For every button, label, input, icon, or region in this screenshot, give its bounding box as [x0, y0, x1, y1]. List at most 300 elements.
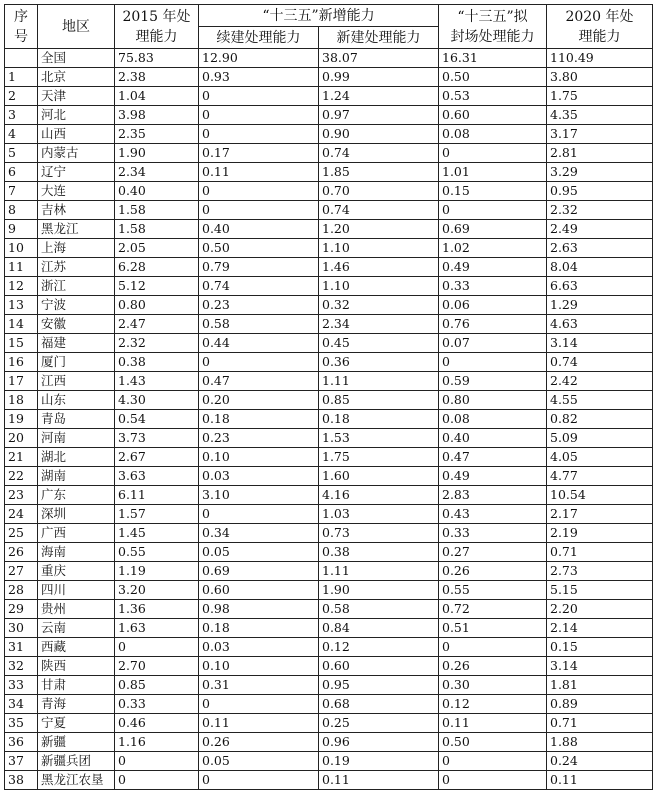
region-cell: 新疆兵团 [38, 752, 115, 771]
closure-capacity-cell: 0.07 [439, 334, 547, 353]
capacity-2015-cell: 1.90 [115, 144, 199, 163]
closure-capacity-cell: 0.50 [439, 733, 547, 752]
region-cell: 内蒙古 [38, 144, 115, 163]
region-cell: 广东 [38, 486, 115, 505]
new-build-cell: 0.85 [319, 391, 439, 410]
capacity-2020-cell: 2.32 [547, 201, 653, 220]
continue-build-cell: 12.90 [199, 49, 319, 68]
continue-build-cell: 0.18 [199, 619, 319, 638]
continue-build-cell: 0.98 [199, 600, 319, 619]
closure-capacity-cell: 0.50 [439, 68, 547, 87]
closure-capacity-cell: 2.83 [439, 486, 547, 505]
capacity-2020-cell: 2.19 [547, 524, 653, 543]
new-build-cell: 1.20 [319, 220, 439, 239]
capacity-2015-cell: 0.54 [115, 410, 199, 429]
table-row [5, 657, 653, 676]
table-row [5, 220, 653, 239]
capacity-2015-cell: 2.67 [115, 448, 199, 467]
new-build-cell: 0.68 [319, 695, 439, 714]
region-cell: 大连 [38, 182, 115, 201]
capacity-2015-cell: 6.28 [115, 258, 199, 277]
closure-capacity-cell: 0.47 [439, 448, 547, 467]
row-index-cell: 12 [5, 277, 38, 296]
region-cell: 北京 [38, 68, 115, 87]
capacity-2020-cell: 8.04 [547, 258, 653, 277]
header-closure-line1: “十三五”拟 [457, 8, 528, 25]
row-index-cell: 26 [5, 543, 38, 562]
continue-build-cell: 0.47 [199, 372, 319, 391]
capacity-2020-cell: 3.14 [547, 334, 653, 353]
region-cell: 陕西 [38, 657, 115, 676]
capacity-2020-cell: 1.81 [547, 676, 653, 695]
continue-build-cell: 0.20 [199, 391, 319, 410]
closure-capacity-cell: 0 [439, 201, 547, 220]
table-body [5, 49, 653, 790]
closure-capacity-cell: 1.02 [439, 239, 547, 258]
capacity-2020-cell: 2.73 [547, 562, 653, 581]
closure-capacity-cell: 0 [439, 638, 547, 657]
capacity-2015-cell: 0 [115, 638, 199, 657]
row-index-cell: 24 [5, 505, 38, 524]
table-row [5, 410, 653, 429]
header-closure-line2: 封场处理能力 [450, 28, 535, 45]
table-row [5, 619, 653, 638]
capacity-2015-cell: 6.11 [115, 486, 199, 505]
row-index-cell: 29 [5, 600, 38, 619]
closure-capacity-cell: 0.30 [439, 676, 547, 695]
row-index-cell: 2 [5, 87, 38, 106]
capacity-2020-cell: 5.09 [547, 429, 653, 448]
capacity-2015-cell: 2.47 [115, 315, 199, 334]
region-cell: 天津 [38, 87, 115, 106]
new-build-cell: 0.25 [319, 714, 439, 733]
capacity-2015-cell: 0 [115, 771, 199, 790]
region-cell: 黑龙江农垦 [38, 771, 115, 790]
closure-capacity-cell: 1.01 [439, 163, 547, 182]
row-index-cell: 25 [5, 524, 38, 543]
closure-capacity-cell: 0.26 [439, 562, 547, 581]
row-index-cell: 10 [5, 239, 38, 258]
new-build-cell: 4.16 [319, 486, 439, 505]
capacity-2020-cell: 0.82 [547, 410, 653, 429]
continue-build-cell: 0 [199, 182, 319, 201]
capacity-2020-cell: 3.29 [547, 163, 653, 182]
table-row [5, 695, 653, 714]
new-build-cell: 0.74 [319, 201, 439, 220]
continue-build-cell: 3.10 [199, 486, 319, 505]
capacity-2020-cell: 2.42 [547, 372, 653, 391]
table-row [5, 201, 653, 220]
row-index-cell: 1 [5, 68, 38, 87]
closure-capacity-cell: 0.49 [439, 467, 547, 486]
capacity-2015-cell: 0 [115, 752, 199, 771]
row-index-cell: 9 [5, 220, 38, 239]
closure-capacity-cell: 0.76 [439, 315, 547, 334]
table-row [5, 638, 653, 657]
header-capacity-2015-line2: 理能力 [135, 28, 178, 45]
closure-capacity-cell: 16.31 [439, 49, 547, 68]
capacity-2020-cell: 4.55 [547, 391, 653, 410]
capacity-2015-cell: 0.33 [115, 695, 199, 714]
table-row [5, 353, 653, 372]
continue-build-cell: 0 [199, 125, 319, 144]
closure-capacity-cell: 0.60 [439, 106, 547, 125]
header-index [5, 5, 38, 49]
capacity-2015-cell: 1.19 [115, 562, 199, 581]
new-build-cell: 0.58 [319, 600, 439, 619]
row-index-cell: 32 [5, 657, 38, 676]
continue-build-cell: 0.79 [199, 258, 319, 277]
continue-build-cell: 0.23 [199, 296, 319, 315]
closure-capacity-cell: 0 [439, 752, 547, 771]
region-cell: 福建 [38, 334, 115, 353]
closure-capacity-cell: 0.53 [439, 87, 547, 106]
capacity-2020-cell: 5.15 [547, 581, 653, 600]
region-cell: 河北 [38, 106, 115, 125]
continue-build-cell: 0 [199, 505, 319, 524]
capacity-2020-cell: 2.81 [547, 144, 653, 163]
capacity-2015-cell: 2.05 [115, 239, 199, 258]
capacity-2020-cell: 6.63 [547, 277, 653, 296]
closure-capacity-cell: 0.33 [439, 277, 547, 296]
header-continue-build: 续建处理能力 [199, 27, 319, 49]
capacity-2015-cell: 0.80 [115, 296, 199, 315]
region-cell: 江苏 [38, 258, 115, 277]
capacity-2020-cell: 4.05 [547, 448, 653, 467]
capacity-2020-cell: 2.63 [547, 239, 653, 258]
capacity-2015-cell: 4.30 [115, 391, 199, 410]
new-build-cell: 0.97 [319, 106, 439, 125]
region-cell: 甘肃 [38, 676, 115, 695]
continue-build-cell: 0.60 [199, 581, 319, 600]
capacity-2015-cell: 1.04 [115, 87, 199, 106]
table-row [5, 163, 653, 182]
capacity-2020-cell: 3.14 [547, 657, 653, 676]
row-index-cell [5, 49, 38, 68]
capacity-2015-cell: 2.32 [115, 334, 199, 353]
continue-build-cell: 0 [199, 353, 319, 372]
capacity-2015-cell: 2.38 [115, 68, 199, 87]
new-build-cell: 1.60 [319, 467, 439, 486]
region-cell: 山东 [38, 391, 115, 410]
header-capacity-2020 [547, 5, 653, 49]
continue-build-cell: 0 [199, 771, 319, 790]
region-cell: 海南 [38, 543, 115, 562]
new-build-cell: 38.07 [319, 49, 439, 68]
new-build-cell: 0.45 [319, 334, 439, 353]
continue-build-cell: 0.58 [199, 315, 319, 334]
closure-capacity-cell: 0.80 [439, 391, 547, 410]
table-row [5, 87, 653, 106]
table-row [5, 239, 653, 258]
capacity-2020-cell: 3.80 [547, 68, 653, 87]
row-index-cell: 16 [5, 353, 38, 372]
capacity-2020-cell: 0.89 [547, 695, 653, 714]
continue-build-cell: 0.40 [199, 220, 319, 239]
table-row [5, 277, 653, 296]
region-cell: 贵州 [38, 600, 115, 619]
continue-build-cell: 0.05 [199, 752, 319, 771]
region-cell: 吉林 [38, 201, 115, 220]
capacity-2020-cell: 0.11 [547, 771, 653, 790]
new-build-cell: 0.12 [319, 638, 439, 657]
row-index-cell: 19 [5, 410, 38, 429]
closure-capacity-cell: 0.49 [439, 258, 547, 277]
row-index-cell: 14 [5, 315, 38, 334]
row-index-cell: 33 [5, 676, 38, 695]
header-closure-capacity [439, 5, 547, 49]
closure-capacity-cell: 0.72 [439, 600, 547, 619]
capacity-table [4, 4, 653, 790]
continue-build-cell: 0.17 [199, 144, 319, 163]
closure-capacity-cell: 0.12 [439, 695, 547, 714]
capacity-2015-cell: 5.12 [115, 277, 199, 296]
row-index-cell: 21 [5, 448, 38, 467]
table-row [5, 600, 653, 619]
closure-capacity-cell: 0 [439, 144, 547, 163]
header-new-capacity-13th: “十三五”新增能力 [199, 5, 439, 27]
continue-build-cell: 0.31 [199, 676, 319, 695]
new-build-cell: 0.18 [319, 410, 439, 429]
closure-capacity-cell: 0.43 [439, 505, 547, 524]
new-build-cell: 0.99 [319, 68, 439, 87]
new-build-cell: 0.60 [319, 657, 439, 676]
closure-capacity-cell: 0 [439, 353, 547, 372]
continue-build-cell: 0.23 [199, 429, 319, 448]
table-row [5, 144, 653, 163]
table-row [5, 505, 653, 524]
new-build-cell: 0.96 [319, 733, 439, 752]
new-build-cell: 1.90 [319, 581, 439, 600]
capacity-2020-cell: 2.17 [547, 505, 653, 524]
table-row [5, 486, 653, 505]
region-cell: 新疆 [38, 733, 115, 752]
row-index-cell: 17 [5, 372, 38, 391]
capacity-2015-cell: 0.46 [115, 714, 199, 733]
table-row [5, 448, 653, 467]
closure-capacity-cell: 0.06 [439, 296, 547, 315]
capacity-2020-cell: 0.71 [547, 543, 653, 562]
capacity-2015-cell: 2.70 [115, 657, 199, 676]
closure-capacity-cell: 0.40 [439, 429, 547, 448]
capacity-2020-cell: 3.17 [547, 125, 653, 144]
capacity-2020-cell: 2.14 [547, 619, 653, 638]
row-index-cell: 3 [5, 106, 38, 125]
new-build-cell: 1.53 [319, 429, 439, 448]
row-index-cell: 8 [5, 201, 38, 220]
table-row [5, 429, 653, 448]
new-build-cell: 1.46 [319, 258, 439, 277]
header-index-line2: 号 [14, 28, 28, 45]
header-capacity-2020-line2: 理能力 [578, 28, 621, 45]
new-build-cell: 0.11 [319, 771, 439, 790]
continue-build-cell: 0.10 [199, 657, 319, 676]
table-row [5, 581, 653, 600]
table-row [5, 372, 653, 391]
continue-build-cell: 0.93 [199, 68, 319, 87]
new-build-cell: 0.38 [319, 543, 439, 562]
region-cell: 江西 [38, 372, 115, 391]
closure-capacity-cell: 0.69 [439, 220, 547, 239]
table-row [5, 258, 653, 277]
header-index-line1: 序 [14, 8, 28, 25]
new-build-cell: 1.03 [319, 505, 439, 524]
row-index-cell: 6 [5, 163, 38, 182]
row-index-cell: 23 [5, 486, 38, 505]
capacity-2020-cell: 1.29 [547, 296, 653, 315]
table-row [5, 182, 653, 201]
region-cell: 上海 [38, 239, 115, 258]
new-build-cell: 1.10 [319, 277, 439, 296]
new-build-cell: 0.19 [319, 752, 439, 771]
region-cell: 西藏 [38, 638, 115, 657]
capacity-2015-cell: 1.63 [115, 619, 199, 638]
table-row [5, 106, 653, 125]
table-row [5, 296, 653, 315]
closure-capacity-cell: 0.33 [439, 524, 547, 543]
region-cell: 安徽 [38, 315, 115, 334]
new-build-cell: 0.73 [319, 524, 439, 543]
capacity-2020-cell: 4.63 [547, 315, 653, 334]
new-build-cell: 1.75 [319, 448, 439, 467]
capacity-2020-cell: 1.88 [547, 733, 653, 752]
continue-build-cell: 0.26 [199, 733, 319, 752]
continue-build-cell: 0.74 [199, 277, 319, 296]
table-row [5, 125, 653, 144]
capacity-2020-cell: 4.77 [547, 467, 653, 486]
region-cell: 青海 [38, 695, 115, 714]
header-capacity-2015-line1: 2015 年处 [122, 8, 191, 25]
capacity-2015-cell: 75.83 [115, 49, 199, 68]
region-cell: 宁波 [38, 296, 115, 315]
row-index-cell: 34 [5, 695, 38, 714]
region-cell: 黑龙江 [38, 220, 115, 239]
continue-build-cell: 0 [199, 695, 319, 714]
region-cell: 重庆 [38, 562, 115, 581]
new-build-cell: 0.95 [319, 676, 439, 695]
region-cell: 辽宁 [38, 163, 115, 182]
capacity-2015-cell: 2.34 [115, 163, 199, 182]
new-build-cell: 0.36 [319, 353, 439, 372]
table-row [5, 752, 653, 771]
row-index-cell: 36 [5, 733, 38, 752]
row-index-cell: 15 [5, 334, 38, 353]
table-row [5, 714, 653, 733]
header-region: 地区 [38, 5, 115, 49]
capacity-2020-cell: 0.71 [547, 714, 653, 733]
new-build-cell: 0.84 [319, 619, 439, 638]
continue-build-cell: 0.03 [199, 467, 319, 486]
capacity-2020-cell: 0.15 [547, 638, 653, 657]
table-row [5, 676, 653, 695]
header-capacity-2020-line1: 2020 年处 [565, 8, 634, 25]
new-build-cell: 0.74 [319, 144, 439, 163]
continue-build-cell: 0.69 [199, 562, 319, 581]
continue-build-cell: 0.50 [199, 239, 319, 258]
capacity-2015-cell: 2.35 [115, 125, 199, 144]
row-index-cell: 7 [5, 182, 38, 201]
capacity-2015-cell: 3.20 [115, 581, 199, 600]
row-index-cell: 27 [5, 562, 38, 581]
table-row [5, 524, 653, 543]
table-row [5, 391, 653, 410]
table-row [5, 467, 653, 486]
continue-build-cell: 0.05 [199, 543, 319, 562]
row-index-cell: 11 [5, 258, 38, 277]
row-index-cell: 5 [5, 144, 38, 163]
table-row [5, 334, 653, 353]
row-index-cell: 4 [5, 125, 38, 144]
capacity-2020-cell: 0.74 [547, 353, 653, 372]
capacity-2020-cell: 0.24 [547, 752, 653, 771]
capacity-2015-cell: 0.55 [115, 543, 199, 562]
closure-capacity-cell: 0.11 [439, 714, 547, 733]
table-row [5, 68, 653, 87]
capacity-2020-cell: 2.49 [547, 220, 653, 239]
new-build-cell: 1.24 [319, 87, 439, 106]
row-index-cell: 18 [5, 391, 38, 410]
new-build-cell: 0.90 [319, 125, 439, 144]
closure-capacity-cell: 0 [439, 771, 547, 790]
continue-build-cell: 0.10 [199, 448, 319, 467]
table-row [5, 562, 653, 581]
capacity-2020-cell: 1.75 [547, 87, 653, 106]
region-cell: 河南 [38, 429, 115, 448]
table-row [5, 315, 653, 334]
capacity-2015-cell: 1.57 [115, 505, 199, 524]
closure-capacity-cell: 0.08 [439, 125, 547, 144]
table-row [5, 49, 653, 68]
row-index-cell: 31 [5, 638, 38, 657]
new-build-cell: 1.10 [319, 239, 439, 258]
capacity-2015-cell: 1.16 [115, 733, 199, 752]
capacity-2020-cell: 4.35 [547, 106, 653, 125]
continue-build-cell: 0.11 [199, 714, 319, 733]
row-index-cell: 20 [5, 429, 38, 448]
table-row [5, 733, 653, 752]
new-build-cell: 0.32 [319, 296, 439, 315]
capacity-2015-cell: 0.85 [115, 676, 199, 695]
closure-capacity-cell: 0.08 [439, 410, 547, 429]
continue-build-cell: 0 [199, 106, 319, 125]
region-cell: 厦门 [38, 353, 115, 372]
region-cell: 宁夏 [38, 714, 115, 733]
new-build-cell: 2.34 [319, 315, 439, 334]
new-build-cell: 1.85 [319, 163, 439, 182]
new-build-cell: 1.11 [319, 562, 439, 581]
region-cell: 山西 [38, 125, 115, 144]
region-cell: 湖南 [38, 467, 115, 486]
capacity-2015-cell: 1.58 [115, 201, 199, 220]
table-row [5, 543, 653, 562]
continue-build-cell: 0 [199, 201, 319, 220]
capacity-2015-cell: 1.43 [115, 372, 199, 391]
capacity-2015-cell: 1.58 [115, 220, 199, 239]
table-header [5, 5, 653, 49]
region-cell: 云南 [38, 619, 115, 638]
header-capacity-2015 [115, 5, 199, 49]
continue-build-cell: 0.18 [199, 410, 319, 429]
row-index-cell: 37 [5, 752, 38, 771]
closure-capacity-cell: 0.27 [439, 543, 547, 562]
capacity-2020-cell: 0.95 [547, 182, 653, 201]
region-cell: 湖北 [38, 448, 115, 467]
closure-capacity-cell: 0.15 [439, 182, 547, 201]
continue-build-cell: 0.11 [199, 163, 319, 182]
new-build-cell: 1.11 [319, 372, 439, 391]
closure-capacity-cell: 0.55 [439, 581, 547, 600]
continue-build-cell: 0.03 [199, 638, 319, 657]
